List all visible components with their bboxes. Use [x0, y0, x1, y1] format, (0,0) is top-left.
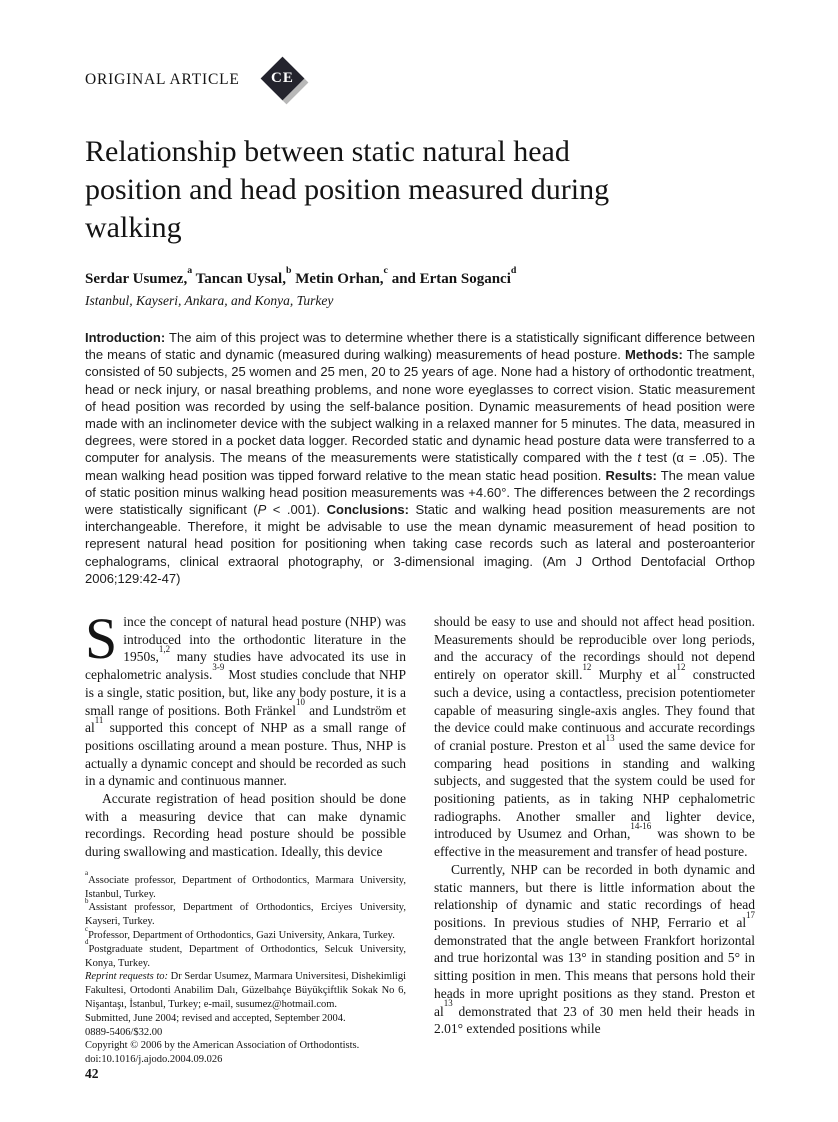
authors-line: Serdar Usumez,$^a$ Tancan Uysal,$^b$ Metin Orhan,$^c$ and Ertan Soganci$^d$ [85, 264, 517, 287]
body-paragraph: Accurate registration of head position should be done with a measuring device that can make dynamic recordings. Recording head posture should be possible during swallowing and mastication. Ideally, this device [85, 791, 406, 860]
drop-cap: S [85, 606, 118, 672]
right-column [434, 613, 755, 1067]
body-paragraph [85, 606, 406, 790]
article-title: Relationship between static natural head position and head position measured during walking [85, 135, 610, 244]
ce-badge-diamond [260, 57, 304, 101]
ce-badge [258, 55, 308, 105]
footnote-submitted-dates: Submitted, June 2004; revised and accepted, September 2004. [85, 1012, 346, 1024]
left-column [85, 606, 406, 1067]
abstract-paragraph: Introduction: The aim of this project was to determine whether there is a statistically significant difference between the means of static and dynamic (measured during walking) measurements of head posture. Methods: The sample consisted of 50 subjects, 25 women and 25 men, 20 to 25 years of age. None had a history of orthodontic treatment, head or neck injury, or nasal breathing problems, and none wore eyeglasses to correct vision. Static measurement of head position was recorded by using the self-balance position. Dynamic measurements of head position were made with an inclinometer device with the subject walking in a relaxed manner for 5 minutes. The data, measured in degrees, were stored in a pocket data logger. Recorded static and dynamic head posture data were transferred to a computer for analysis. The means of the measurements were statistically compared with the t test (α = .05). The mean walking head position was tipped forward relative to the mean static head position. Results: The mean value of static position minus walking head position measurements was +4.60°. The differences between the 2 recordings were statistically significant (P < .001). Conclusions: Static and walking head position measurements are not interchangeable. Therefore, it might be advisable to use the mean dynamic measurement of head position to represent natural head position for positioning when taking case records such as lateral and posteroanterior cephalograms, clinical extraoral photography, or 3-dimensional imaging. (Am J Orthod Dentofacial Orthop 2006;129:42-47) [85, 330, 756, 586]
ce-badge-text: CE [270, 70, 294, 86]
article-type-label: ORIGINAL ARTICLE [85, 71, 240, 88]
footnote-copyright: Copyright © 2006 by the American Association of Orthodontists. [85, 1040, 360, 1052]
footnotes-section [85, 870, 406, 1067]
body-paragraph: Currently, NHP can be recorded in both dynamic and static manners, but there is little information about the relationship of dynamic and static recordings of head positions. In previous studies of NHP, Ferrario et $al^{17}$ demonstrated that the angle between Frankfort horizontal and true horizontal was 13° in standing position and 5° in sitting position in men. This means that persons hold their heads in more upright positions as they stand. Preston et $al^{13}$ demonstrated that 23 of 30 men held their heads in 2.01° extended positions while [434, 861, 755, 1037]
footnote-item: $^a$Associate professor, Department of Orthodontics, Marmara University, Istanbul, Turkey. [85, 870, 406, 900]
body-columns [85, 606, 755, 1067]
footnote-item: $^c$Professor, Department of Orthodontics, Gazi University, Ankara, Turkey. [85, 925, 395, 942]
footnote-item: $^b$Assistant professor, Department of Orthodontics, Erciyes University, Kayseri, Turkey. [85, 898, 406, 928]
footnote-reprint-requests: Reprint requests to: Dr Serdar Usumez, Marmara Universitesi, Dishekimligi Fakultesi, Ortodonti Anabilim Dalı, Güzelbahçe Büyükçiftlik Sokak No 6, Nişantaşı, İstanbul, Turkey; e-mail, susumez@hotmail.com. [85, 971, 406, 1011]
page-number: 42 [85, 1066, 99, 1081]
affiliation-line: Istanbul, Kayseri, Ankara, and Konya, Turkey [85, 293, 334, 308]
footnote-doi: doi:10.1016/j.ajodo.2004.09.026 [85, 1054, 223, 1066]
footnote-issn-price: 0889-5406/$32.00 [85, 1026, 163, 1038]
paragraph-text: ince the concept of natural head posture (NHP) was introduced into the orthodontic literature in the 1950s,$^{1,2}$ many studies have advocated its use in cephalometric analysis.$^{3-9}$ Most studies conclude that NHP is a single, static position, but, like any body posture, it is a small range of positions. Both Fränkel$^{10}$ and Lundström et $al^{11}$ supported this concept of NHP as a small range of positions oscillating around a mean posture. Thus, NHP is actually a dynamic concept and should be recorded as such in a dynamic and continuous manner. [85, 614, 406, 789]
body-paragraph: should be easy to use and should not affect head position. Measurements should be reproducible over long periods, and the accuracy of the recordings should not depend entirely on operator skill.$^{12}$ Murphy et $al^{12}$ constructed such a device, using a contactless, precision potentiometer capable of measuring single-axis angles. They found that the device could make continuous and accurate recordings of cranial posture. Preston et $al^{13}$ used the same device for comparing head positions in standing and walking subjects, and suggested that the system could be used for positioning patients, as in taking NHP cephalometric radiographs. Another smaller and lighter device, introduced by Usumez and Orhan,$^{14-16}$ was shown to be effective in the measurement and transfer of head posture. [434, 614, 755, 860]
header-row [85, 55, 755, 105]
footnote-item: $^d$Postgraduate student, Department of Orthodontics, Selcuk University, Konya, Turkey. [85, 939, 406, 969]
